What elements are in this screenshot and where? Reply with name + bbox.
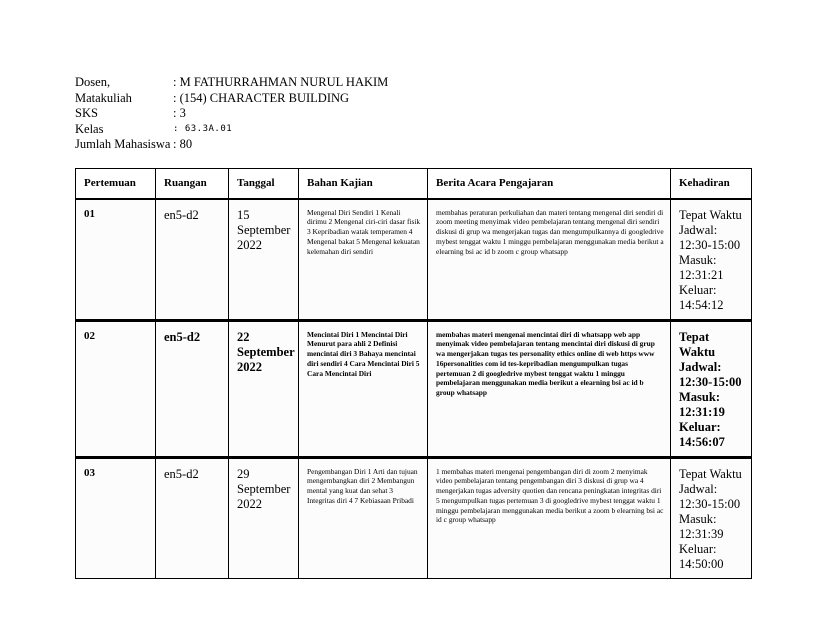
cell-bahan-kajian: Mencintai Diri 1 Mencintai Diri Menurut para ahli 2 Definisi mencintai diri 3 Bahaya mencintai diri sendiri 4 Cara Mencintai Diri 5 Cara Mencintai Diri — [299, 320, 428, 457]
info-label: Dosen, — [75, 75, 111, 89]
kehadiran-jadwal-value: 12:30-15:00 — [679, 496, 741, 511]
column-header-bahan-kajian: Bahan Kajian — [299, 169, 428, 199]
info-row-sks — [75, 106, 388, 122]
table-row — [76, 320, 752, 457]
cell-berita-acara: 1 membahas materi mengenai pengembangan diri di zoom 2 menyimak video pembelajaran tentang pengembangan diri 3 diskusi di grup wa 4 mengerjakan tugas adversity quotien dan rencana peningkatan integritas diri 5 mengumpulkan tugas pertemuan 3 di googledrive mybest tenggat waktu 1 minggu pembelajaran menggunakan media berikut a zoom b elearning bsi ac id c group whatsapp — [428, 457, 671, 578]
kehadiran-masuk-value: 12:31:21 — [679, 267, 724, 282]
info-value: : 80 — [173, 137, 193, 151]
kehadiran-keluar-label: Keluar: — [679, 282, 717, 297]
table-row — [76, 199, 752, 321]
cell-tanggal: 22 September 2022 — [229, 320, 299, 457]
cell-kehadiran — [671, 320, 752, 457]
kehadiran-jadwal-value: 12:30-15:00 — [679, 374, 742, 389]
info-value: : 3 — [173, 106, 186, 120]
kehadiran-jadwal-value: 12:30-15:00 — [679, 237, 741, 252]
info-row-dosen — [75, 75, 388, 91]
cell-tanggal: 15 September 2022 — [229, 199, 299, 321]
info-value: : M FATHURRAHMAN NURUL HAKIM — [173, 75, 389, 89]
kehadiran-status: Tepat Waktu — [679, 466, 742, 481]
kehadiran-jadwal-label: Jadwal: — [679, 222, 718, 237]
kehadiran-status: Tepat Waktu — [679, 329, 716, 359]
info-value: : 63.3A.01 — [173, 123, 233, 134]
info-value: : (154) CHARACTER BUILDING — [173, 90, 350, 105]
info-label: Kelas — [75, 121, 104, 136]
course-info — [75, 75, 388, 153]
info-row-kelas — [75, 122, 388, 138]
cell-kehadiran — [671, 457, 752, 578]
info-label: Matakuliah — [75, 90, 132, 105]
cell-berita-acara: membahas materi mengenai mencintai diri di whatsapp web app menyimak video pembelajaran tentang mencintai diri diskusi di grup wa mengerjakan tugas tes personality ethics online di web https www 16personalities com id tes-kepribadian mengumpulkan tugas pertemuan 2 di googledrive mybest tenggat waktu 1 minggu pembelajaran menggunakan media berikut a elearning bsi ac id b group whatsapp — [428, 320, 671, 457]
kehadiran-keluar-label: Keluar: — [679, 419, 721, 434]
kehadiran-keluar-value: 14:54:12 — [679, 297, 724, 312]
cell-berita-acara: membahas peraturan perkuliahan dan materi tentang mengenal diri sendiri di zoom meeting menyimak video pembelajaran tentang mengenal diri sendiri diskusi di grup wa mengerjakan tugas dan mengumpulkannya di googledrive mybest tenggat waktu 1 minggu pembelajaran menggunakan media berikut a elearning bsi ac id b zoom c group whatsapp — [428, 199, 671, 321]
kehadiran-keluar-label: Keluar: — [679, 541, 717, 556]
kehadiran-keluar-value: 14:50:00 — [679, 556, 724, 571]
column-header-pertemuan: Pertemuan — [76, 169, 156, 199]
cell-pertemuan: 01 — [76, 199, 156, 321]
kehadiran-jadwal-label: Jadwal: — [679, 359, 722, 374]
kehadiran-status: Tepat Waktu — [679, 207, 742, 222]
cell-ruangan: en5-d2 — [156, 457, 229, 578]
cell-pertemuan: 03 — [76, 457, 156, 578]
info-label: SKS — [75, 106, 98, 120]
info-row-jumlah-mahasiswa — [75, 137, 388, 153]
kehadiran-keluar-value: 14:56:07 — [679, 434, 725, 449]
column-header-berita-acara: Berita Acara Pengajaran — [428, 169, 671, 199]
kehadiran-masuk-value: 12:31:19 — [679, 404, 725, 419]
cell-tanggal: 29 September 2022 — [229, 457, 299, 578]
column-header-ruangan: Ruangan — [156, 169, 229, 199]
info-label: Jumlah Mahasiswa — [75, 137, 171, 151]
kehadiran-masuk-label: Masuk: — [679, 252, 717, 267]
kehadiran-masuk-label: Masuk: — [679, 511, 717, 526]
cell-bahan-kajian: Mengenal Diri Sendiri 1 Kenali dirimu 2 Mengenal ciri-ciri dasar fisik 3 Kepribadian watak temperamen 4 Mengenal bakat 5 Mengenal kekuatan kelemahan diri sendiri — [299, 199, 428, 321]
kehadiran-masuk-value: 12:31:39 — [679, 526, 724, 541]
column-header-kehadiran: Kehadiran — [671, 169, 752, 199]
attendance-table — [75, 168, 752, 579]
cell-bahan-kajian: Pengembangan Diri 1 Arti dan tujuan mengembangkan diri 2 Membangun mental yang kuat dan sehat 3 Integritas diri 4 7 Kebiasaan Pribadi — [299, 457, 428, 578]
cell-kehadiran — [671, 199, 752, 321]
info-row-matakuliah — [75, 91, 388, 107]
kehadiran-jadwal-label: Jadwal: — [679, 481, 718, 496]
column-header-tanggal: Tanggal — [229, 169, 299, 199]
table-row — [76, 457, 752, 578]
table-header-row — [76, 169, 752, 199]
cell-pertemuan: 02 — [76, 320, 156, 457]
cell-ruangan: en5-d2 — [156, 199, 229, 321]
cell-ruangan: en5-d2 — [156, 320, 229, 457]
kehadiran-masuk-label: Masuk: — [679, 389, 720, 404]
